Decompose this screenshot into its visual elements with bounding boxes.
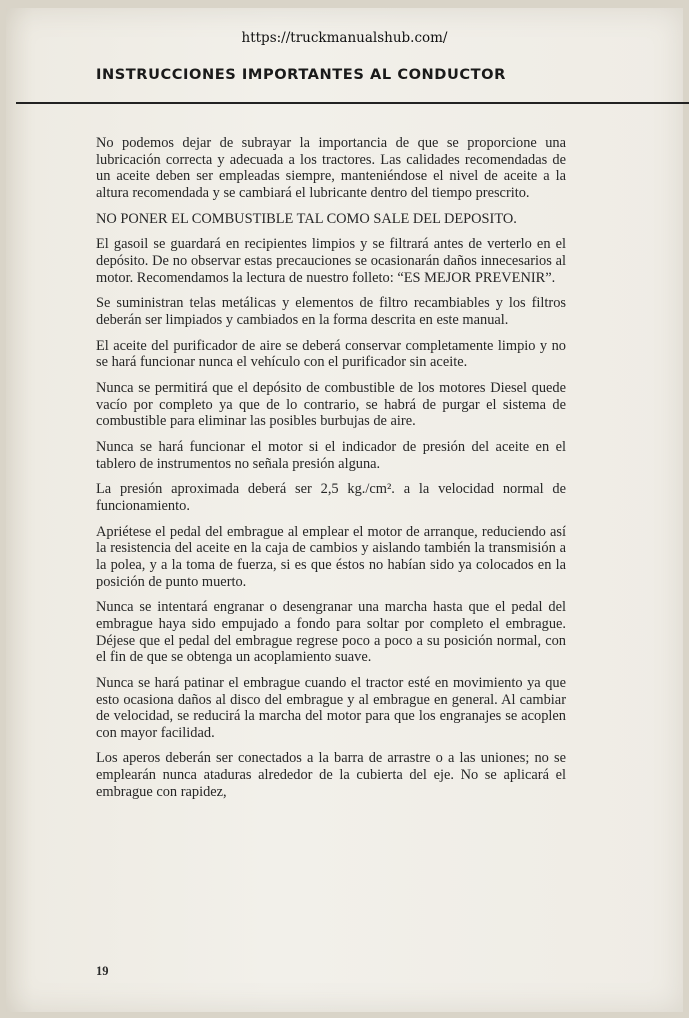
paragraph-pressure-value: La presión aproximada deberá ser 2,5 kg./cm². a la velocidad normal de funcionamiento. [96,481,566,514]
paragraph-clutch-slip: Nunca se hará patinar el embrague cuando el tractor esté en movimiento ya que esto ocasiona daños al disco del embrague y al embrague en general. Al cambiar de velocidad, se reducirá la marcha del motor para que los engranajes se acoplen con mayor facilidad. [96,674,566,741]
paragraph-fuel-warning: NO PONER EL COMBUSTIBLE TAL COMO SALE DEL DEPOSITO. [96,210,517,227]
body-text [96,135,566,809]
paragraph-clutch-start: Apriétese el pedal del embrague al emplear el motor de arranque, reduciendo así la resistencia del aceite en la caja de cambios y aislando también la transmisión a la polea, y a la toma de fuerza, si es que éstos no habían sido ya colocados en la posición de punto muerto. [96,523,566,590]
header-divider [16,102,689,104]
paragraph-gasoil: El gasoil se guardará en recipientes limpios y se filtrará antes de verterlo en el depósito. De no observar estas precauciones se ocasionarán daños innecesarios al motor. Recomendamos la lectura de nuestro folleto: “ES MEJOR PREVENIR”. [96,236,566,286]
paragraph-fuel-tank: Nunca se permitirá que el depósito de combustible de los motores Diesel quede vacío por completo ya que de lo contrario, se habrá de purgar el sistema de combustible para eliminar las posibles burbujas de aire. [96,380,566,430]
page-title: INSTRUCCIONES IMPORTANTES AL CONDUCTOR [96,66,506,83]
paragraph-air-purifier: El aceite del purificador de aire se deberá conservar completamente limpio y no se hará funcionar nunca el vehículo con el purificador sin aceite. [96,337,566,371]
paragraph-gear-engage: Nunca se intentará engranar o desengranar una marcha hasta que el pedal del embrague haya sido empujado a fondo para soltar por completo el embrague. Déjese que el pedal del embrague regrese poco a poco a su posición normal, con el fin de que se obtenga un acoplamiento suave. [96,599,566,666]
source-url-text: https://truckmanualshub.com/ [241,30,448,46]
paragraph-oil-pressure: Nunca se hará funcionar el motor si el indicador de presión del aceite en el tablero de instrumentos no señala presión alguna. [96,439,566,472]
page-number: 19 [96,964,109,978]
paragraph-filters: Se suministran telas metálicas y elementos de filtro recambiables y los filtros deberán ser limpiados y cambiados en la forma descrita en este manual. [96,295,566,328]
paragraph-implements: Los aperos deberán ser conectados a la barra de arrastre o a las uniones; no se emplearán nunca ataduras alrededor de la cubierta del eje. No se aplicará el embrague con rapidez, [96,750,566,800]
paragraph-lubrication: No podemos dejar de subrayar la importancia de que se proporcione una lubricación correcta y adecuada a los tractores. Las calidades recomendadas de un aceite deben ser empleadas siempre, manteniéndose el nivel de aceite a la altura recomendada y se cambiará el lubricante dentro del tiempo prescrito. [96,135,566,201]
